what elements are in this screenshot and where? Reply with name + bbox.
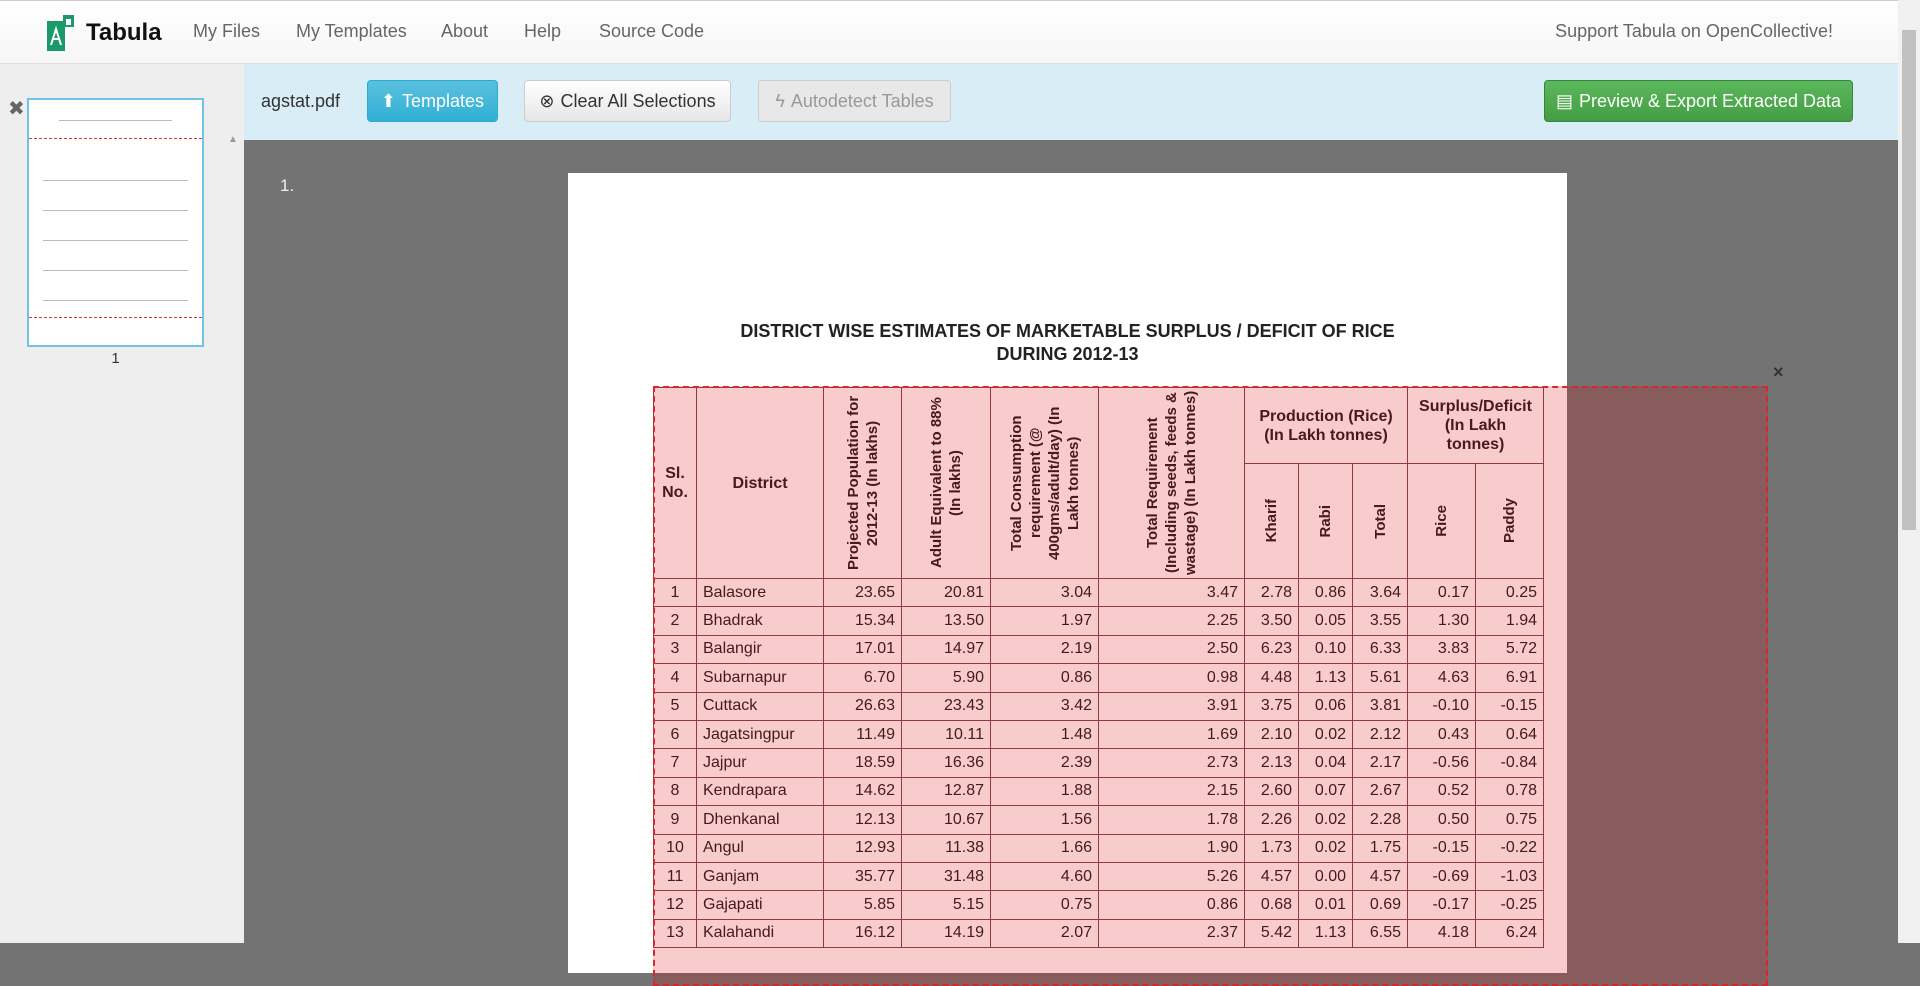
remove-selection-icon[interactable]: × — [1773, 362, 1784, 382]
cell-district: Balangir — [697, 635, 824, 663]
cell-district: Dhenkanal — [697, 806, 824, 834]
cell-value: 1.90 — [1099, 834, 1245, 862]
cell-value: 4.48 — [1245, 664, 1299, 692]
cell-value: 6.55 — [1353, 919, 1408, 947]
cell-slno: 13 — [654, 919, 697, 947]
cell-value: 2.07 — [991, 919, 1099, 947]
cell-value: 0.86 — [991, 664, 1099, 692]
export-label: Preview & Export Extracted Data — [1578, 90, 1842, 111]
cell-value: -0.15 — [1408, 834, 1476, 862]
cell-value: 4.60 — [991, 862, 1099, 890]
cell-value: 1.69 — [1099, 720, 1245, 748]
cell-value: 5.90 — [902, 664, 991, 692]
cell-value: 3.04 — [991, 579, 1099, 607]
header-rice: Rice — [1433, 505, 1450, 537]
cell-value: -0.84 — [1476, 749, 1544, 777]
cell-value: 2.15 — [1099, 777, 1245, 805]
cell-value: 1.30 — [1408, 607, 1476, 635]
cell-value: 2.50 — [1099, 635, 1245, 663]
cell-value: -0.17 — [1408, 891, 1476, 919]
cell-value: 5.15 — [902, 891, 991, 919]
cell-value: 0.10 — [1299, 635, 1353, 663]
cell-slno: 6 — [654, 720, 697, 748]
cell-value: 12.13 — [824, 806, 902, 834]
cell-value: 0.75 — [991, 891, 1099, 919]
autodetect-label: Autodetect Tables — [790, 90, 934, 111]
clear-label: Clear All Selections — [560, 90, 716, 111]
header-kharif: Kharif — [1263, 499, 1280, 543]
cell-value: 3.55 — [1353, 607, 1408, 635]
cell-value: 1.94 — [1476, 607, 1544, 635]
cell-value: 11.49 — [824, 720, 902, 748]
cell-value: 4.18 — [1408, 919, 1476, 947]
cell-value: 1.78 — [1099, 806, 1245, 834]
cell-value: 4.57 — [1245, 862, 1299, 890]
cell-value: 3.47 — [1099, 579, 1245, 607]
cell-value: -0.25 — [1476, 891, 1544, 919]
cell-value: 14.97 — [902, 635, 991, 663]
page-number: 1. — [280, 176, 295, 195]
cell-value: 12.93 — [824, 834, 902, 862]
cell-slno: 12 — [654, 891, 697, 919]
cell-value: 3.42 — [991, 692, 1099, 720]
cell-value: 6.91 — [1476, 664, 1544, 692]
cell-value: 0.25 — [1476, 579, 1544, 607]
cell-value: 5.85 — [824, 891, 902, 919]
cell-value: 0.06 — [1299, 692, 1353, 720]
header-district: District — [697, 388, 824, 579]
cell-value: -0.56 — [1408, 749, 1476, 777]
cell-value: 2.73 — [1099, 749, 1245, 777]
nav-my-templates[interactable]: My Templates — [296, 21, 407, 41]
header-surplus: Surplus/Deficit (In Lakh tonnes) — [1408, 388, 1544, 464]
table-selection[interactable] — [653, 386, 1768, 986]
cell-value: 31.48 — [902, 862, 991, 890]
cell-value: 0.75 — [1476, 806, 1544, 834]
cell-value: 5.72 — [1476, 635, 1544, 663]
header-consumption: Total Consumption requirement (@ 400gms/adult/day) (In Lakh tonnes) — [1007, 406, 1082, 560]
thumbnail-selection — [29, 138, 202, 318]
filename: agstat.pdf — [261, 91, 341, 111]
cell-value: -0.69 — [1408, 862, 1476, 890]
cell-value: 6.23 — [1245, 635, 1299, 663]
page-thumbnail[interactable] — [27, 98, 204, 347]
cell-value: 18.59 — [824, 749, 902, 777]
header-requirement: Total Requirement (Including seeds, feeds & wastage) (In Lakh tonnes) — [1144, 390, 1199, 576]
cell-value: 0.64 — [1476, 720, 1544, 748]
cell-district: Angul — [697, 834, 824, 862]
close-circle-icon: ⊗ — [539, 90, 555, 111]
cell-value: 2.10 — [1245, 720, 1299, 748]
support-link[interactable]: Support Tabula on OpenCollective! — [1555, 21, 1833, 41]
cell-value: 1.13 — [1299, 919, 1353, 947]
nav-my-files[interactable]: My Files — [193, 21, 260, 41]
header-production: Production (Rice) (In Lakh tonnes) — [1245, 388, 1408, 464]
cell-value: 1.75 — [1353, 834, 1408, 862]
cell-district: Balasore — [697, 579, 824, 607]
cell-value: 1.73 — [1245, 834, 1299, 862]
cell-value: 0.00 — [1299, 862, 1353, 890]
preview-export-button[interactable] — [1544, 80, 1853, 122]
tabula-logo-icon[interactable] — [47, 15, 75, 51]
header-population: Projected Population for 2012-13 (In lakhs) — [844, 395, 881, 571]
navbar — [0, 0, 1920, 64]
cell-district: Kendrapara — [697, 777, 824, 805]
cell-value: 1.13 — [1299, 664, 1353, 692]
cell-value: 14.62 — [824, 777, 902, 805]
cell-slno: 7 — [654, 749, 697, 777]
cell-value: 1.48 — [991, 720, 1099, 748]
cell-value: 0.86 — [1299, 579, 1353, 607]
cell-district: Ganjam — [697, 862, 824, 890]
cell-value: -0.15 — [1476, 692, 1544, 720]
cell-value: 3.50 — [1245, 607, 1299, 635]
autodetect-tables-button[interactable] — [758, 80, 951, 122]
cell-district: Jagatsingpur — [697, 720, 824, 748]
cell-value: 2.78 — [1245, 579, 1299, 607]
table-icon: ▤ — [1555, 90, 1573, 111]
cell-slno: 11 — [654, 862, 697, 890]
cell-value: 0.04 — [1299, 749, 1353, 777]
cell-value: -1.03 — [1476, 862, 1544, 890]
cell-value: 4.63 — [1408, 664, 1476, 692]
cell-value: 1.97 — [991, 607, 1099, 635]
cell-value: 1.66 — [991, 834, 1099, 862]
cell-slno: 8 — [654, 777, 697, 805]
scrollbar[interactable] — [1898, 0, 1920, 943]
cell-value: 2.19 — [991, 635, 1099, 663]
header-rabi: Rabi — [1317, 504, 1334, 538]
cell-value: 0.52 — [1408, 777, 1476, 805]
cell-value: 2.67 — [1353, 777, 1408, 805]
cell-value: 35.77 — [824, 862, 902, 890]
cell-value: 5.42 — [1245, 919, 1299, 947]
nav-help[interactable]: Help — [524, 21, 562, 41]
cell-value: 1.56 — [991, 806, 1099, 834]
thumbnail-page-number: 1 — [111, 350, 120, 367]
cell-value: 23.65 — [824, 579, 902, 607]
header-paddy: Paddy — [1501, 498, 1518, 544]
cell-slno: 4 — [654, 664, 697, 692]
cell-value: 0.50 — [1408, 806, 1476, 834]
cell-value: 3.91 — [1099, 692, 1245, 720]
cell-value: 6.70 — [824, 664, 902, 692]
cell-value: 14.19 — [902, 919, 991, 947]
cell-value: 0.98 — [1099, 664, 1245, 692]
cell-value: 0.78 — [1476, 777, 1544, 805]
brand-name[interactable]: Tabula — [86, 19, 162, 46]
cell-value: 10.67 — [902, 806, 991, 834]
cell-value: 3.75 — [1245, 692, 1299, 720]
cell-value: 2.28 — [1353, 806, 1408, 834]
cell-district: Subarnapur — [697, 664, 824, 692]
cell-value: 2.25 — [1099, 607, 1245, 635]
scroll-up-icon[interactable]: ▲ — [228, 134, 238, 145]
templates-icon: ⬆ — [380, 90, 397, 111]
cell-value: 4.57 — [1353, 862, 1408, 890]
cell-slno: 3 — [654, 635, 697, 663]
cell-slno: 2 — [654, 607, 697, 635]
cell-value: 2.26 — [1245, 806, 1299, 834]
cell-value: 0.02 — [1299, 834, 1353, 862]
scrollbar-thumb[interactable] — [1902, 30, 1916, 530]
cell-slno: 9 — [654, 806, 697, 834]
cell-slno: 5 — [654, 692, 697, 720]
cell-district: Gajapati — [697, 891, 824, 919]
cell-value: 2.17 — [1353, 749, 1408, 777]
cell-value: 5.26 — [1099, 862, 1245, 890]
header-total: Total — [1371, 503, 1389, 539]
cell-value: 15.34 — [824, 607, 902, 635]
cell-value: 1.88 — [991, 777, 1099, 805]
header-slno: Sl. No. — [654, 388, 697, 579]
nav-about[interactable]: About — [441, 21, 489, 41]
cell-value: 10.11 — [902, 720, 991, 748]
cell-value: -0.10 — [1408, 692, 1476, 720]
cell-value: 26.63 — [824, 692, 902, 720]
cell-value: 2.60 — [1245, 777, 1299, 805]
cell-value: 2.39 — [991, 749, 1099, 777]
lightning-icon: ϟ — [775, 90, 785, 111]
cell-value: 0.68 — [1245, 891, 1299, 919]
cell-value: 11.38 — [902, 834, 991, 862]
cell-value: 3.81 — [1353, 692, 1408, 720]
cell-value: -0.22 — [1476, 834, 1544, 862]
cell-district: Jajpur — [697, 749, 824, 777]
cell-value: 5.61 — [1353, 664, 1408, 692]
cell-value: 0.02 — [1299, 806, 1353, 834]
nav-source-code[interactable]: Source Code — [599, 21, 705, 41]
cell-value: 0.17 — [1408, 579, 1476, 607]
cell-value: 12.87 — [902, 777, 991, 805]
cell-value: 0.05 — [1299, 607, 1353, 635]
cell-value: 0.86 — [1099, 891, 1245, 919]
cell-value: 0.01 — [1299, 891, 1353, 919]
toolbar — [244, 64, 1898, 140]
cell-district: Bhadrak — [697, 607, 824, 635]
document-title: DISTRICT WISE ESTIMATES OF MARKETABLE SURPLUS / DEFICIT OF RICE DURING 2012-13 — [740, 321, 1395, 364]
cell-value: 23.43 — [902, 692, 991, 720]
cell-value: 3.64 — [1353, 579, 1408, 607]
cell-value: 2.37 — [1099, 919, 1245, 947]
cell-value: 2.13 — [1245, 749, 1299, 777]
cell-value: 17.01 — [824, 635, 902, 663]
cell-value: 13.50 — [902, 607, 991, 635]
cell-district: Kalahandi — [697, 919, 824, 947]
cell-slno: 1 — [654, 579, 697, 607]
cell-value: 3.83 — [1408, 635, 1476, 663]
cell-value: 0.02 — [1299, 720, 1353, 748]
cell-district: Cuttack — [697, 692, 824, 720]
cell-value: 0.69 — [1353, 891, 1408, 919]
clear-selections-button[interactable] — [524, 80, 731, 122]
cell-value: 0.07 — [1299, 777, 1353, 805]
templates-button[interactable] — [367, 80, 498, 122]
cell-value: 16.12 — [824, 919, 902, 947]
header-adult: Adult Equivalent to 88% (In lakhs) — [928, 397, 964, 569]
templates-label: Templates — [402, 90, 485, 111]
cell-value: 6.24 — [1476, 919, 1544, 947]
cell-value: 2.12 — [1353, 720, 1408, 748]
cell-value: 6.33 — [1353, 635, 1408, 663]
cell-value: 16.36 — [902, 749, 991, 777]
cell-value: 20.81 — [902, 579, 991, 607]
cell-slno: 10 — [654, 834, 697, 862]
close-icon[interactable]: ✖ — [8, 98, 25, 120]
cell-value: 0.43 — [1408, 720, 1476, 748]
